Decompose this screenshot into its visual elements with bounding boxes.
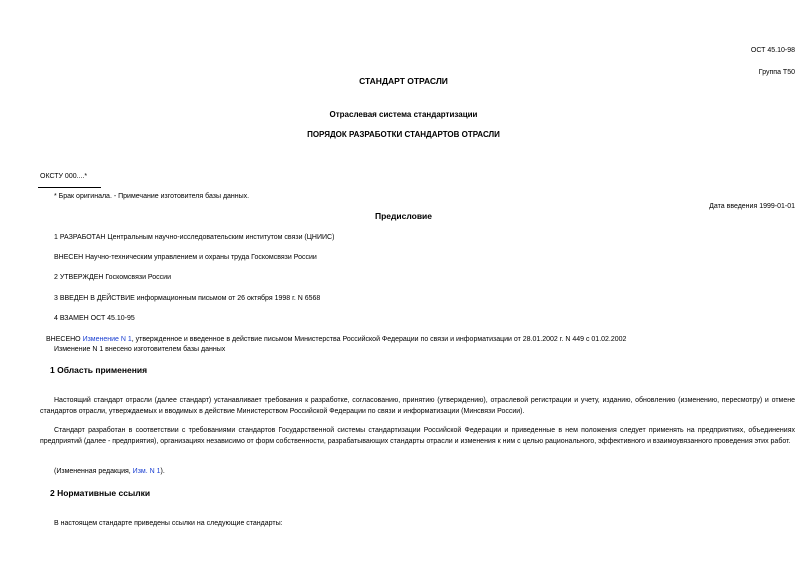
section-1-heading: 1 Область применения bbox=[50, 365, 148, 375]
section-2-heading: 2 Нормативные ссылки bbox=[50, 488, 151, 498]
footnote: * Брак оригинала. - Примечание изготовителя базы данных. bbox=[54, 193, 250, 200]
section-2-paragraph-1: В настоящем стандарте приведены ссылки на следующие стандарты: bbox=[54, 520, 283, 527]
foreword-item-4: 4 ВЗАМЕН ОСТ 45.10-95 bbox=[54, 315, 135, 322]
introduction-date: Дата введения 1999-01-01 bbox=[709, 203, 795, 210]
revision-link[interactable]: Изм. N 1 bbox=[132, 468, 161, 475]
foreword-item-3: 3 ВВЕДЕН В ДЕЙСТВИЕ информационным письмом от 26 октября 1998 г. N 6568 bbox=[54, 295, 321, 302]
foreword-item-1: 1 РАЗРАБОТАН Центральным научно-исследовательским институтом связи (ЦНИИС) bbox=[54, 234, 335, 241]
foreword-item-1b: ВНЕСЕН Научно-техническим управлением и охраны труда Госкомсвязи России bbox=[54, 254, 317, 261]
section-1-paragraph-2: Стандарт разработан в соответствии с требованиями стандартов Государственной системы стандартизации Российской Федерации и приведенные в нем положения следует применять на предприятиях, объединениях предприятий (далее - предприятия), организациях независимо от форм собственности, разрабатывающих стандарты отрасли и изменения к ним с целью рационального, эффективного и взаимоувязанного проведения этих работ. bbox=[40, 427, 795, 445]
amendment-link[interactable]: Изменение N 1 bbox=[82, 336, 132, 343]
document-title: СТАНДАРТ ОТРАСЛИ bbox=[359, 76, 448, 86]
foreword-item-2: 2 УТВЕРЖДЕН Госкомсвязи России bbox=[54, 274, 171, 281]
document-group: Группа Т50 bbox=[758, 69, 795, 76]
revision-suffix: ). bbox=[160, 468, 165, 475]
amendment-line bbox=[46, 335, 626, 344]
section-1-revision-note bbox=[54, 467, 165, 476]
document-subject: ПОРЯДОК РАЗРАБОТКИ СТАНДАРТОВ ОТРАСЛИ bbox=[307, 130, 500, 139]
foreword-heading: Предисловие bbox=[374, 211, 433, 221]
section-1-paragraph-1: Настоящий стандарт отрасли (далее стандарт) устанавливает требования к разработке, согласованию, принятию (утверждению), отраслевой регистрации и учету, изданию, обновлению (изменению, пересмотру) и отмене стандартов отрасли, утверждаемых и вводимых в действие Министерством Российской Федерации по связи и информатизации (Минсвязи России). bbox=[40, 397, 795, 415]
document-code: ОСТ 45.10-98 bbox=[750, 47, 795, 54]
amendment-text: , утвержденное и введенное в действие письмом Министерства Российской Федерации по связи и информатизации от 28.01.2002 г. N 449 с 01.02.2002 bbox=[131, 336, 627, 343]
footnote-divider bbox=[38, 187, 101, 188]
standardization-system: Отраслевая система стандартизации bbox=[329, 110, 478, 119]
okstu-code: ОКСТУ 000....* bbox=[40, 173, 88, 180]
revision-prefix: (Измененная редакция, bbox=[54, 468, 133, 475]
amendment-note: Изменение N 1 внесено изготовителем базы данных bbox=[54, 346, 226, 353]
amendment-prefix: ВНЕСЕНО bbox=[46, 336, 83, 343]
